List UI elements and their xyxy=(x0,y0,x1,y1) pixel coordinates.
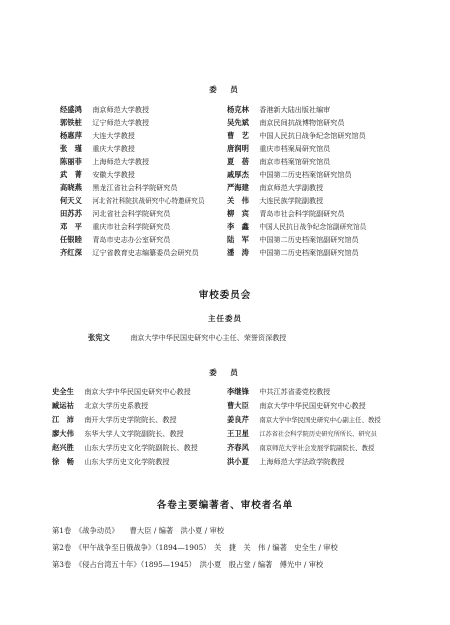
member-desc: 辽宁省教育史志编纂委员会研究员 xyxy=(92,248,199,257)
member-desc: 重庆市档案局研究馆员 xyxy=(259,144,331,153)
member-row xyxy=(227,386,330,398)
member-desc: 中国第二历史档案馆副研究馆员 xyxy=(259,235,359,244)
member-name: 齐红深 xyxy=(60,248,82,257)
member-row xyxy=(227,117,344,129)
member-name: 李继锋 xyxy=(227,387,249,396)
member-name: 武 菁 xyxy=(60,170,82,179)
member-name: 关 伟 xyxy=(227,196,249,205)
chair-heading: 主任委员 xyxy=(208,314,242,323)
member-desc: 中共江苏省委党校教授 xyxy=(259,387,331,396)
member-row xyxy=(227,169,352,181)
member-name: 徐 畅 xyxy=(52,457,74,466)
chair-name: 张宪文 xyxy=(88,333,110,342)
member-name: 严海建 xyxy=(227,183,249,192)
member-name: 陆 军 xyxy=(227,235,249,244)
member-name: 田苏苏 xyxy=(60,209,82,218)
member-name: 曹大臣 xyxy=(227,401,249,410)
member-name: 王卫星 xyxy=(227,429,249,438)
member-row xyxy=(52,400,148,412)
committee-heading: 委 员 xyxy=(209,85,241,94)
member-desc: 南京师范大学教授 xyxy=(92,105,150,114)
member-row xyxy=(60,195,204,207)
member-name: 洪小夏 xyxy=(227,457,249,466)
review-committee-title: 审校委员会 xyxy=(198,290,252,301)
member-row xyxy=(60,143,135,155)
member-desc: 青岛市史志办公室研究员 xyxy=(92,235,171,244)
member-row xyxy=(227,456,344,468)
member-desc: 北京大学历史系教授 xyxy=(84,401,149,410)
member-row xyxy=(227,234,359,246)
member-desc: 安徽大学教授 xyxy=(92,170,135,179)
member-desc: 南京大学中华民国史研究中心教授 xyxy=(84,387,191,396)
member-name: 陈丽菲 xyxy=(60,157,82,166)
member-desc: 山东大学历史文化学院教授 xyxy=(84,457,170,466)
member-desc: 中国第二历史档案馆副研究馆员 xyxy=(259,248,359,257)
member-desc: 上海师范大学教授 xyxy=(92,157,150,166)
member-row xyxy=(52,442,198,454)
member-desc: 黑龙江省社会科学院研究员 xyxy=(92,183,178,192)
member-name: 杨惠萍 xyxy=(60,131,82,140)
member-row xyxy=(60,130,135,142)
member-row xyxy=(60,247,199,259)
member-row xyxy=(227,130,366,142)
member-name: 吴先斌 xyxy=(227,118,249,127)
volume-line: 第1卷 《战争动员》 曹大臣 / 编著 洪小夏 / 审校 xyxy=(52,526,225,535)
member-desc: 重庆市社会科学院研究员 xyxy=(92,222,171,231)
member-desc: 青岛市社会科学院副研究员 xyxy=(259,209,345,218)
member-row xyxy=(60,117,149,129)
chair-desc: 南京大学中华民国史研究中心主任、荣誉资深教授 xyxy=(130,333,287,342)
member-desc: 大连大学教授 xyxy=(92,131,135,140)
member-row xyxy=(52,428,184,440)
member-row xyxy=(60,169,135,181)
member-desc: 河北省社会科学院研究员 xyxy=(92,209,171,218)
member-desc: 南京大学中华民国史研究中心副主任、教授 xyxy=(259,416,381,424)
member-name: 唐润明 xyxy=(227,144,249,153)
member-row xyxy=(227,208,344,220)
member-row xyxy=(52,386,191,398)
member-desc: 山东大学历史文化学院副院长、教授 xyxy=(84,443,198,452)
member-row xyxy=(227,156,330,168)
member-desc: 江苏省社会科学院历史研究所所长、研究员 xyxy=(259,431,377,438)
member-row xyxy=(60,208,170,220)
member-name: 戚厚杰 xyxy=(227,170,249,179)
member-name: 邓 平 xyxy=(60,222,82,231)
volume-line: 第2卷 《甲午战争至日俄战争》（1894—1905） 关 捷 关 伟 / 编著 史全生 / 审校 xyxy=(52,543,338,552)
member-row xyxy=(227,247,359,259)
member-name: 齐春风 xyxy=(227,443,249,452)
member-desc: 香港新大陆出版社编审 xyxy=(259,105,331,114)
member-name: 潘 涛 xyxy=(227,248,249,257)
member-desc: 南京师范大学社会发展学院副院长、教授 xyxy=(259,444,375,452)
member-row xyxy=(227,414,381,426)
member-row xyxy=(227,428,377,440)
member-row xyxy=(60,182,177,194)
member-row xyxy=(227,182,323,194)
member-row xyxy=(227,442,374,454)
member-name: 史全生 xyxy=(52,387,74,396)
member-row xyxy=(227,104,330,116)
member-name: 杨克林 xyxy=(227,105,249,114)
member-name: 任银睦 xyxy=(60,235,82,244)
member-name: 张 瑾 xyxy=(60,144,82,153)
member-row xyxy=(60,221,170,233)
member-desc: 东华大学人文学院副院长、教授 xyxy=(84,429,184,438)
review-members-heading: 委 员 xyxy=(209,368,241,377)
member-name: 江 沛 xyxy=(52,415,74,424)
volume-line: 第3卷 《侵占台湾五十年》（1895—1945） 洪小夏 殷占堂 / 编著 傅光中 / 审校 xyxy=(52,560,324,569)
member-name: 曹 艺 xyxy=(227,131,249,140)
member-row xyxy=(60,104,149,116)
member-desc: 中国人民抗日战争纪念馆研究馆员 xyxy=(259,131,366,140)
volumes-title: 各卷主要编著者、审校者名单 xyxy=(156,500,294,511)
member-row xyxy=(227,143,330,155)
member-name: 臧运祜 xyxy=(52,401,74,410)
member-name: 郭铁桩 xyxy=(60,118,82,127)
member-desc: 河北省社科院抗战研究中心特邀研究员 xyxy=(92,197,205,205)
chair-row xyxy=(88,333,286,343)
member-name: 李 鑫 xyxy=(227,222,249,231)
member-name: 经盛鸿 xyxy=(60,105,82,114)
member-name: 何天义 xyxy=(60,196,82,205)
member-row xyxy=(227,195,323,207)
member-desc: 重庆大学教授 xyxy=(92,144,135,153)
member-name: 赵兴胜 xyxy=(52,443,74,452)
member-name: 夏 蓓 xyxy=(227,157,249,166)
member-desc: 南京大学中华民国史研究中心教授 xyxy=(259,401,366,410)
member-desc: 中国人民抗日战争纪念馆副研究馆员 xyxy=(259,223,367,231)
member-row xyxy=(52,414,177,426)
member-name: 廖大伟 xyxy=(52,429,74,438)
member-row xyxy=(52,456,169,468)
member-name: 柳 宾 xyxy=(227,209,249,218)
member-desc: 南京民间抗战博物馆研究员 xyxy=(259,118,345,127)
member-desc: 中国第二历史档案馆研究馆员 xyxy=(259,170,352,179)
member-desc: 南京师范大学副教授 xyxy=(259,183,324,192)
member-row xyxy=(227,221,366,233)
member-row xyxy=(227,400,366,412)
member-desc: 大连民族学院副教授 xyxy=(259,196,324,205)
member-name: 高晓燕 xyxy=(60,183,82,192)
member-row xyxy=(60,234,170,246)
member-desc: 南京市档案馆研究馆员 xyxy=(259,157,331,166)
member-name: 姜良芹 xyxy=(227,415,249,424)
member-desc: 辽宁师范大学教授 xyxy=(92,118,150,127)
member-desc: 南开大学历史学院院长、教授 xyxy=(84,415,177,424)
member-desc: 上海师范大学法政学院教授 xyxy=(259,457,345,466)
member-row xyxy=(60,156,149,168)
